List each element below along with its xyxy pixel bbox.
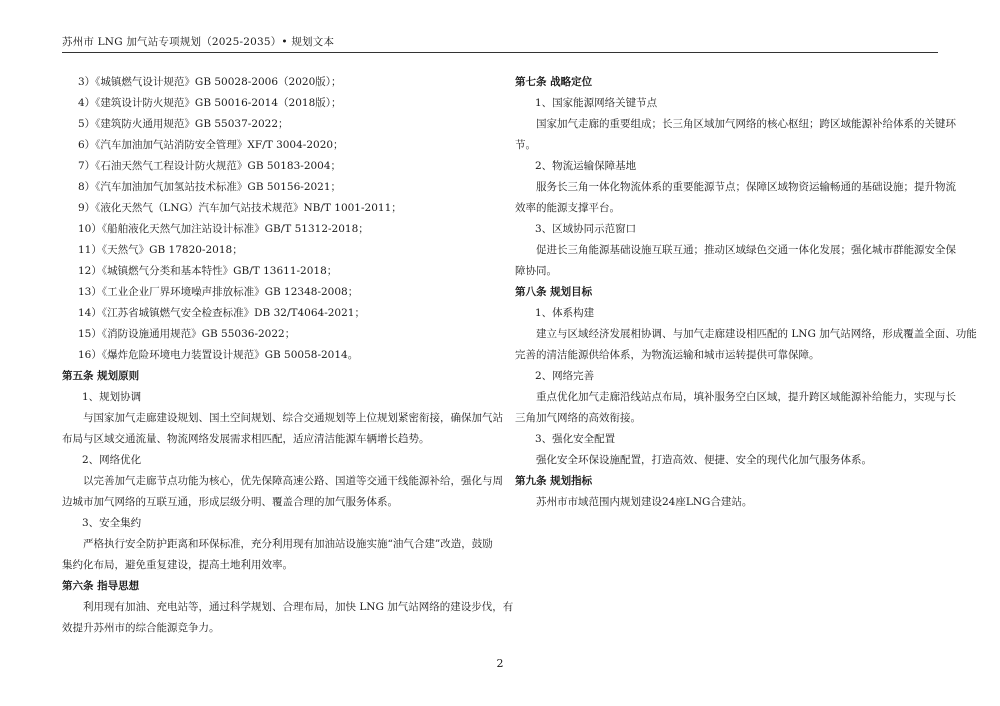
article-7-item-3-text: 促进长三角能源基础设施互联互通；推动区域绿色交通一体化发展；强化城市群能源安全保 — [536, 244, 956, 256]
article-5-item-3-title: 3、安全集约 — [82, 517, 142, 529]
reference-item: 13）《工业企业厂界环境噪声排放标准》GB 12348-2008； — [78, 286, 359, 298]
article-7-item-1-title: 1、国家能源网络关键节点 — [535, 97, 658, 109]
reference-item: 9）《液化天然气（LNG）汽车加气站技术规范》NB/T 1001-2011； — [78, 202, 402, 214]
reference-item: 15）《消防设施通用规范》GB 55036-2022； — [78, 328, 296, 340]
article-6-heading: 第六条 指导思想 — [62, 580, 140, 592]
article-5-item-1-text-cont: 布局与区域交通流量、物流网络发展需求相匹配，适应清洁能源车辆增长趋势。 — [62, 433, 430, 445]
article-5-item-1-text: 与国家加气走廊建设规划、国土空间规划、综合交通规划等上位规划紧密衔接，确保加气站 — [83, 412, 503, 424]
reference-item: 7）《石油天然气工程设计防火规范》GB 50183-2004； — [78, 160, 342, 172]
article-7-item-3-text-cont: 障协同。 — [515, 265, 557, 277]
reference-item: 6）《汽车加油加气站消防安全管理》XF/T 3004-2020； — [78, 139, 344, 151]
article-8-item-2-title: 2、网络完善 — [535, 370, 595, 382]
article-5-item-3-text-cont: 集约化布局，避免重复建设，提高土地利用效率。 — [62, 559, 293, 571]
article-8-item-2-text-cont: 三角加气网络的高效衔接。 — [515, 412, 641, 424]
reference-item: 3）《城镇燃气设计规范》GB 50028-2006（2020版）； — [78, 76, 342, 88]
article-5-heading: 第五条 规划原则 — [62, 370, 140, 382]
article-8-item-1-text-cont: 完善的清洁能源供给体系，为物流运输和城市运转提供可靠保障。 — [515, 349, 820, 361]
article-7-item-2-text-cont: 效率的能源支撑平台。 — [515, 202, 620, 214]
article-7-item-1-text: 国家加气走廊的重要组成；长三角区域加气网络的核心枢纽；跨区域能源补给体系的关键环 — [536, 118, 956, 130]
article-8-item-2-text: 重点优化加气走廊沿线站点布局，填补服务空白区域，提升跨区域能源补给能力，实现与长 — [536, 391, 956, 403]
article-5-item-2-title: 2、网络优化 — [82, 454, 142, 466]
article-7-item-3-title: 3、区域协同示范窗口 — [535, 223, 637, 235]
reference-item: 4）《建筑设计防火规范》GB 50016-2014（2018版）； — [78, 97, 342, 109]
article-8-item-3-text: 强化安全环保设施配置，打造高效、便捷、安全的现代化加气服务体系。 — [536, 454, 872, 466]
article-8-item-1-text: 建立与区域经济发展相协调、与加气走廊建设相匹配的 LNG 加气站网络，形成覆盖全面、功能 — [536, 328, 977, 340]
article-6-text: 利用现有加油、充电站等，通过科学规划、合理布局，加快 LNG 加气站网络的建设步伐，有 — [83, 601, 514, 613]
reference-item: 10）《船舶液化天然气加注站设计标准》GB/T 51312-2018； — [78, 223, 369, 235]
page-number: 2 — [496, 657, 504, 670]
running-header: 苏州市 LNG 加气站专项规划（2025-2035）• 规划文本 — [62, 36, 335, 48]
right-column — [515, 72, 977, 513]
reference-item: 11）《天然气》GB 17820-2018； — [78, 244, 243, 256]
article-5-item-2-text-cont: 边城市加气网络的互联互通，形成层级分明、覆盖合理的加气服务体系。 — [62, 496, 398, 508]
article-7-item-2-text: 服务长三角一体化物流体系的重要能源节点；保障区域物资运输畅通的基础设施；提升物流 — [536, 181, 956, 193]
article-8-item-3-title: 3、强化安全配置 — [535, 433, 616, 445]
article-6-text-cont: 效提升苏州市的综合能源竞争力。 — [62, 622, 220, 634]
article-8-heading: 第八条 规划目标 — [515, 286, 593, 298]
left-column — [62, 72, 514, 639]
header-divider — [62, 52, 938, 53]
article-9-text: 苏州市市域范围内规划建设24座LNG合建站。 — [536, 496, 753, 508]
article-7-item-2-title: 2、物流运输保障基地 — [535, 160, 637, 172]
article-5-item-2-text: 以完善加气走廊节点功能为核心，优先保障高速公路、国道等交通干线能源补给，强化与周 — [83, 475, 503, 487]
article-7-item-1-text-cont: 节。 — [515, 139, 536, 151]
article-7-heading: 第七条 战略定位 — [515, 76, 593, 88]
reference-item: 12）《城镇燃气分类和基本特性》GB/T 13611-2018； — [78, 265, 338, 277]
article-5-item-1-title: 1、规划协调 — [82, 391, 142, 403]
reference-item: 5）《建筑防火通用规范》GB 55037-2022； — [78, 118, 289, 130]
article-8-item-1-title: 1、体系构建 — [535, 307, 595, 319]
article-9-heading: 第九条 规划指标 — [515, 475, 593, 487]
reference-item: 14）《江苏省城镇燃气安全检查标准》DB 32/T4064-2021； — [78, 307, 365, 319]
reference-item: 16）《爆炸危险环境电力装置设计规范》GB 50058-2014。 — [78, 349, 359, 361]
reference-item: 8）《汽车加油加气加氢站技术标准》GB 50156-2021； — [78, 181, 342, 193]
article-5-item-3-text: 严格执行安全防护距离和环保标准，充分利用现有加油站设施实施“油气合建”改造，鼓励 — [83, 538, 493, 550]
